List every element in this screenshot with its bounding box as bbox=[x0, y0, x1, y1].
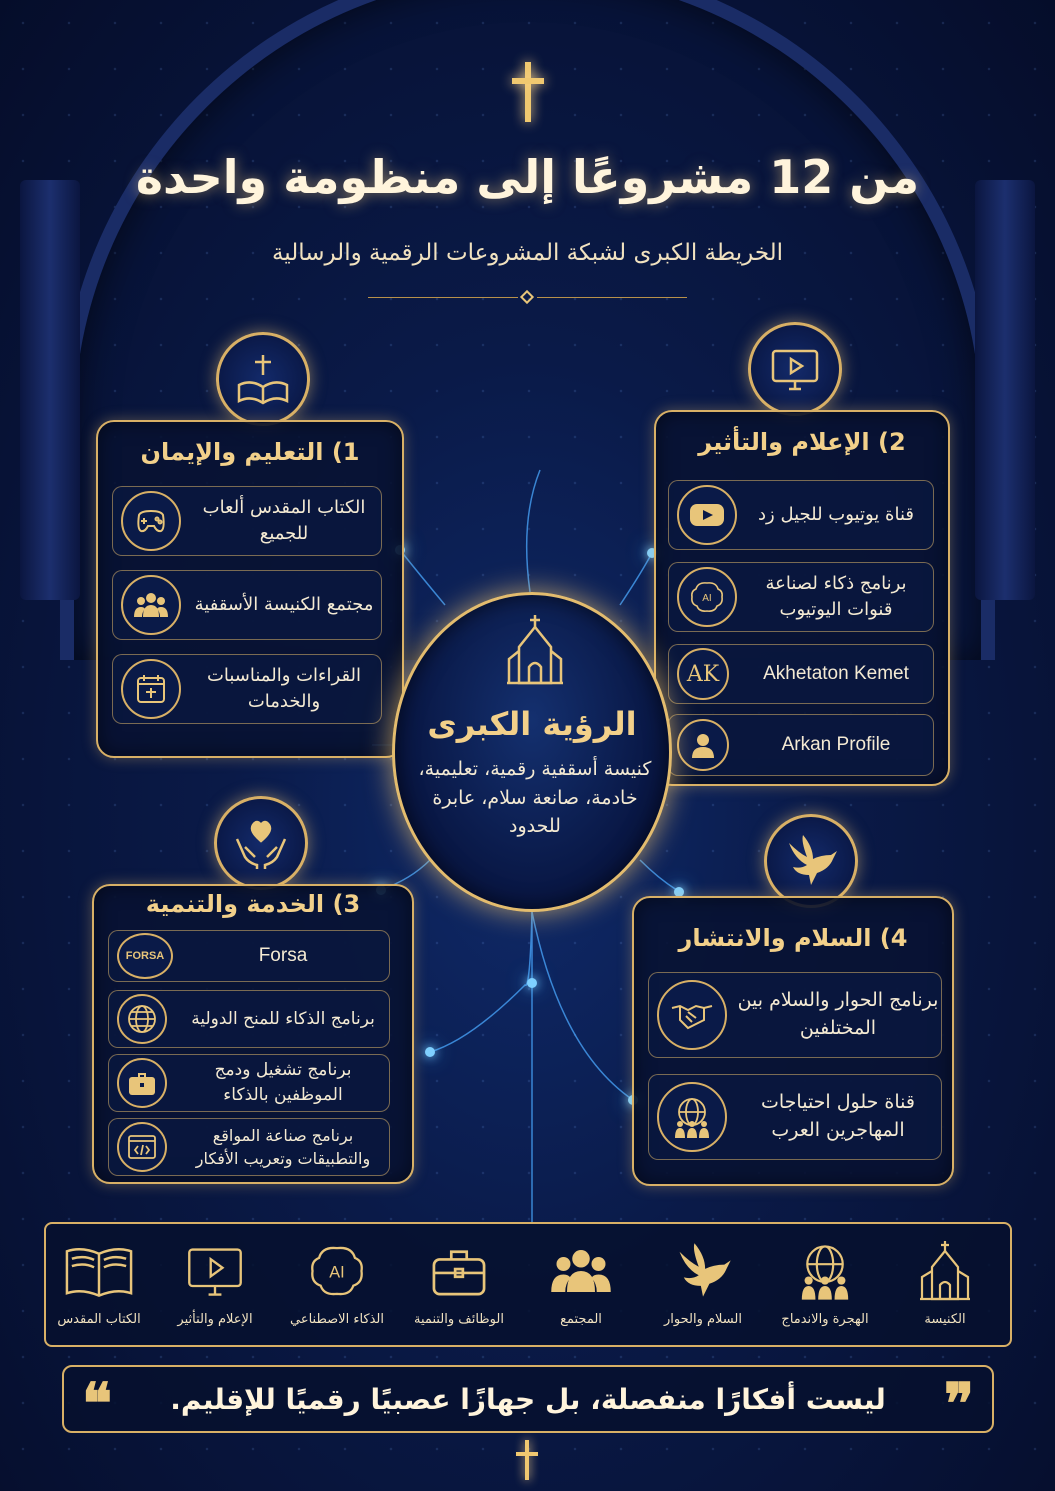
ai-brain-icon bbox=[677, 567, 737, 627]
dove-icon bbox=[648, 1236, 758, 1306]
dove-icon bbox=[764, 814, 858, 908]
calendar-icon bbox=[121, 659, 181, 719]
list-item[interactable] bbox=[112, 654, 382, 724]
globe-icon bbox=[117, 994, 167, 1044]
church-icon bbox=[890, 1236, 1000, 1306]
icon-bar bbox=[44, 1222, 1012, 1347]
glowing-cross-icon bbox=[508, 62, 548, 122]
bottom-cross-icon bbox=[520, 1440, 534, 1480]
item-label: Arkan Profile bbox=[781, 734, 891, 756]
network-node bbox=[527, 978, 537, 988]
section-title: 2) الإعلام والتأثير bbox=[698, 428, 906, 456]
bar-label: السلام والحوار bbox=[664, 1312, 742, 1327]
bar-item-community[interactable] bbox=[526, 1236, 636, 1327]
ak-logo-icon bbox=[677, 648, 729, 700]
svg-text:AI: AI bbox=[702, 593, 712, 604]
section-title: 3) الخدمة والتنمية bbox=[145, 890, 361, 918]
closing-quote bbox=[62, 1365, 994, 1437]
section-title: 1) التعليم والإيمان bbox=[140, 438, 360, 466]
item-label: القراءات والمناسبات والخدمات bbox=[206, 664, 362, 712]
bar-item-bible[interactable] bbox=[44, 1236, 154, 1327]
list-item[interactable] bbox=[668, 644, 934, 704]
list-item[interactable] bbox=[648, 972, 942, 1058]
bar-item-media[interactable] bbox=[160, 1236, 270, 1327]
bar-label: الذكاء الاصطناعي bbox=[290, 1312, 384, 1327]
network-node bbox=[425, 1047, 435, 1057]
monitor-play-icon bbox=[160, 1236, 270, 1306]
gamepad-icon bbox=[121, 491, 181, 551]
hands-heart-icon bbox=[214, 796, 308, 890]
list-item[interactable] bbox=[108, 1118, 390, 1176]
code-icon bbox=[117, 1122, 167, 1172]
item-label: الكتاب المقدس ألعاب للجميع bbox=[202, 496, 366, 544]
community-icon bbox=[526, 1236, 636, 1306]
bar-item-peace[interactable] bbox=[648, 1236, 758, 1327]
section-media bbox=[654, 410, 950, 786]
item-label: Forsa bbox=[258, 945, 308, 967]
globe-people-icon bbox=[770, 1236, 880, 1306]
list-item[interactable] bbox=[108, 1054, 390, 1112]
list-item[interactable] bbox=[668, 562, 934, 632]
item-label: برنامج الذكاء للمنح الدولية bbox=[191, 1008, 375, 1029]
quote-mark-close: ❝ bbox=[82, 1371, 113, 1437]
item-label: برنامج صناعة المواقع والتطبيقات وتعريب الأفكار bbox=[195, 1125, 371, 1168]
bar-item-ai[interactable] bbox=[282, 1236, 392, 1327]
briefcase-icon bbox=[404, 1236, 514, 1306]
center-vision bbox=[392, 592, 672, 912]
ai-brain-icon bbox=[282, 1236, 392, 1306]
item-label: Akhetaton Kemet bbox=[763, 663, 909, 685]
item-label: برنامج ذكاء لصناعة قنوات اليوتيوب bbox=[765, 572, 907, 620]
ai-badge: AI bbox=[329, 1263, 345, 1282]
youtube-icon bbox=[677, 485, 737, 545]
open-book-icon bbox=[44, 1236, 154, 1306]
quote-mark-open: ❞ bbox=[943, 1371, 974, 1437]
forsa-logo-icon bbox=[117, 933, 173, 979]
bar-label: المجتمع bbox=[560, 1312, 602, 1327]
bar-item-jobs[interactable] bbox=[404, 1236, 514, 1327]
bar-label: الكتاب المقدس bbox=[57, 1312, 141, 1327]
bible-cross-icon bbox=[216, 332, 310, 426]
church-icon bbox=[505, 613, 565, 693]
user-icon bbox=[677, 719, 729, 771]
bar-item-church[interactable] bbox=[890, 1236, 1000, 1327]
section-peace bbox=[632, 896, 954, 1186]
bar-label: الوظائف والتنمية bbox=[414, 1312, 504, 1327]
list-item[interactable] bbox=[112, 486, 382, 556]
forsa-badge: FORSA bbox=[125, 950, 165, 962]
ak-badge: AK bbox=[686, 661, 720, 687]
page-title: من 12 مشروعًا إلى منظومة واحدة bbox=[135, 150, 920, 204]
globe-people-icon bbox=[657, 1082, 727, 1152]
bar-label: الهجرة والاندماج bbox=[781, 1312, 869, 1327]
list-item[interactable] bbox=[668, 714, 934, 776]
bar-label: الكنيسة bbox=[924, 1312, 966, 1327]
list-item[interactable] bbox=[108, 990, 390, 1048]
list-item[interactable] bbox=[112, 570, 382, 640]
bar-item-migration[interactable] bbox=[770, 1236, 880, 1327]
item-label: مجتمع الكنيسة الأسقفية bbox=[194, 593, 374, 615]
divider bbox=[537, 297, 687, 298]
center-title: الرؤية الكبرى bbox=[427, 705, 637, 743]
item-label: قناة حلول احتياجات المهاجرين العرب bbox=[761, 1091, 915, 1141]
divider bbox=[368, 297, 518, 298]
center-text: كنيسة أسقفية رقمية، تعليمية، خادمة، صانعة سلام، عابرة للحدود bbox=[418, 758, 652, 837]
item-label: برنامج الحوار والسلام بين المختلفين bbox=[737, 989, 939, 1039]
list-item[interactable] bbox=[108, 930, 390, 982]
item-label: برنامج تشغيل ودمج الموظفين بالذكاء bbox=[214, 1060, 352, 1105]
section-education bbox=[96, 420, 404, 758]
community-icon bbox=[121, 575, 181, 635]
list-item[interactable] bbox=[648, 1074, 942, 1160]
handshake-icon bbox=[657, 980, 727, 1050]
item-label: قناة يوتيوب للجيل زد bbox=[758, 503, 914, 525]
briefcase-icon bbox=[117, 1058, 167, 1108]
page-subtitle: الخريطة الكبرى لشبكة المشروعات الرقمية والرسالية bbox=[271, 240, 784, 266]
list-item[interactable] bbox=[668, 480, 934, 550]
section-title: 4) السلام والانتشار bbox=[678, 924, 908, 952]
monitor-play-icon bbox=[748, 322, 842, 416]
bar-label: الإعلام والتأثير bbox=[177, 1312, 253, 1327]
section-service bbox=[92, 884, 414, 1184]
quote-text: ليست أفكارًا منفصلة، بل جهازًا عصبيًا رقميًا للإقليم. bbox=[170, 1382, 886, 1416]
